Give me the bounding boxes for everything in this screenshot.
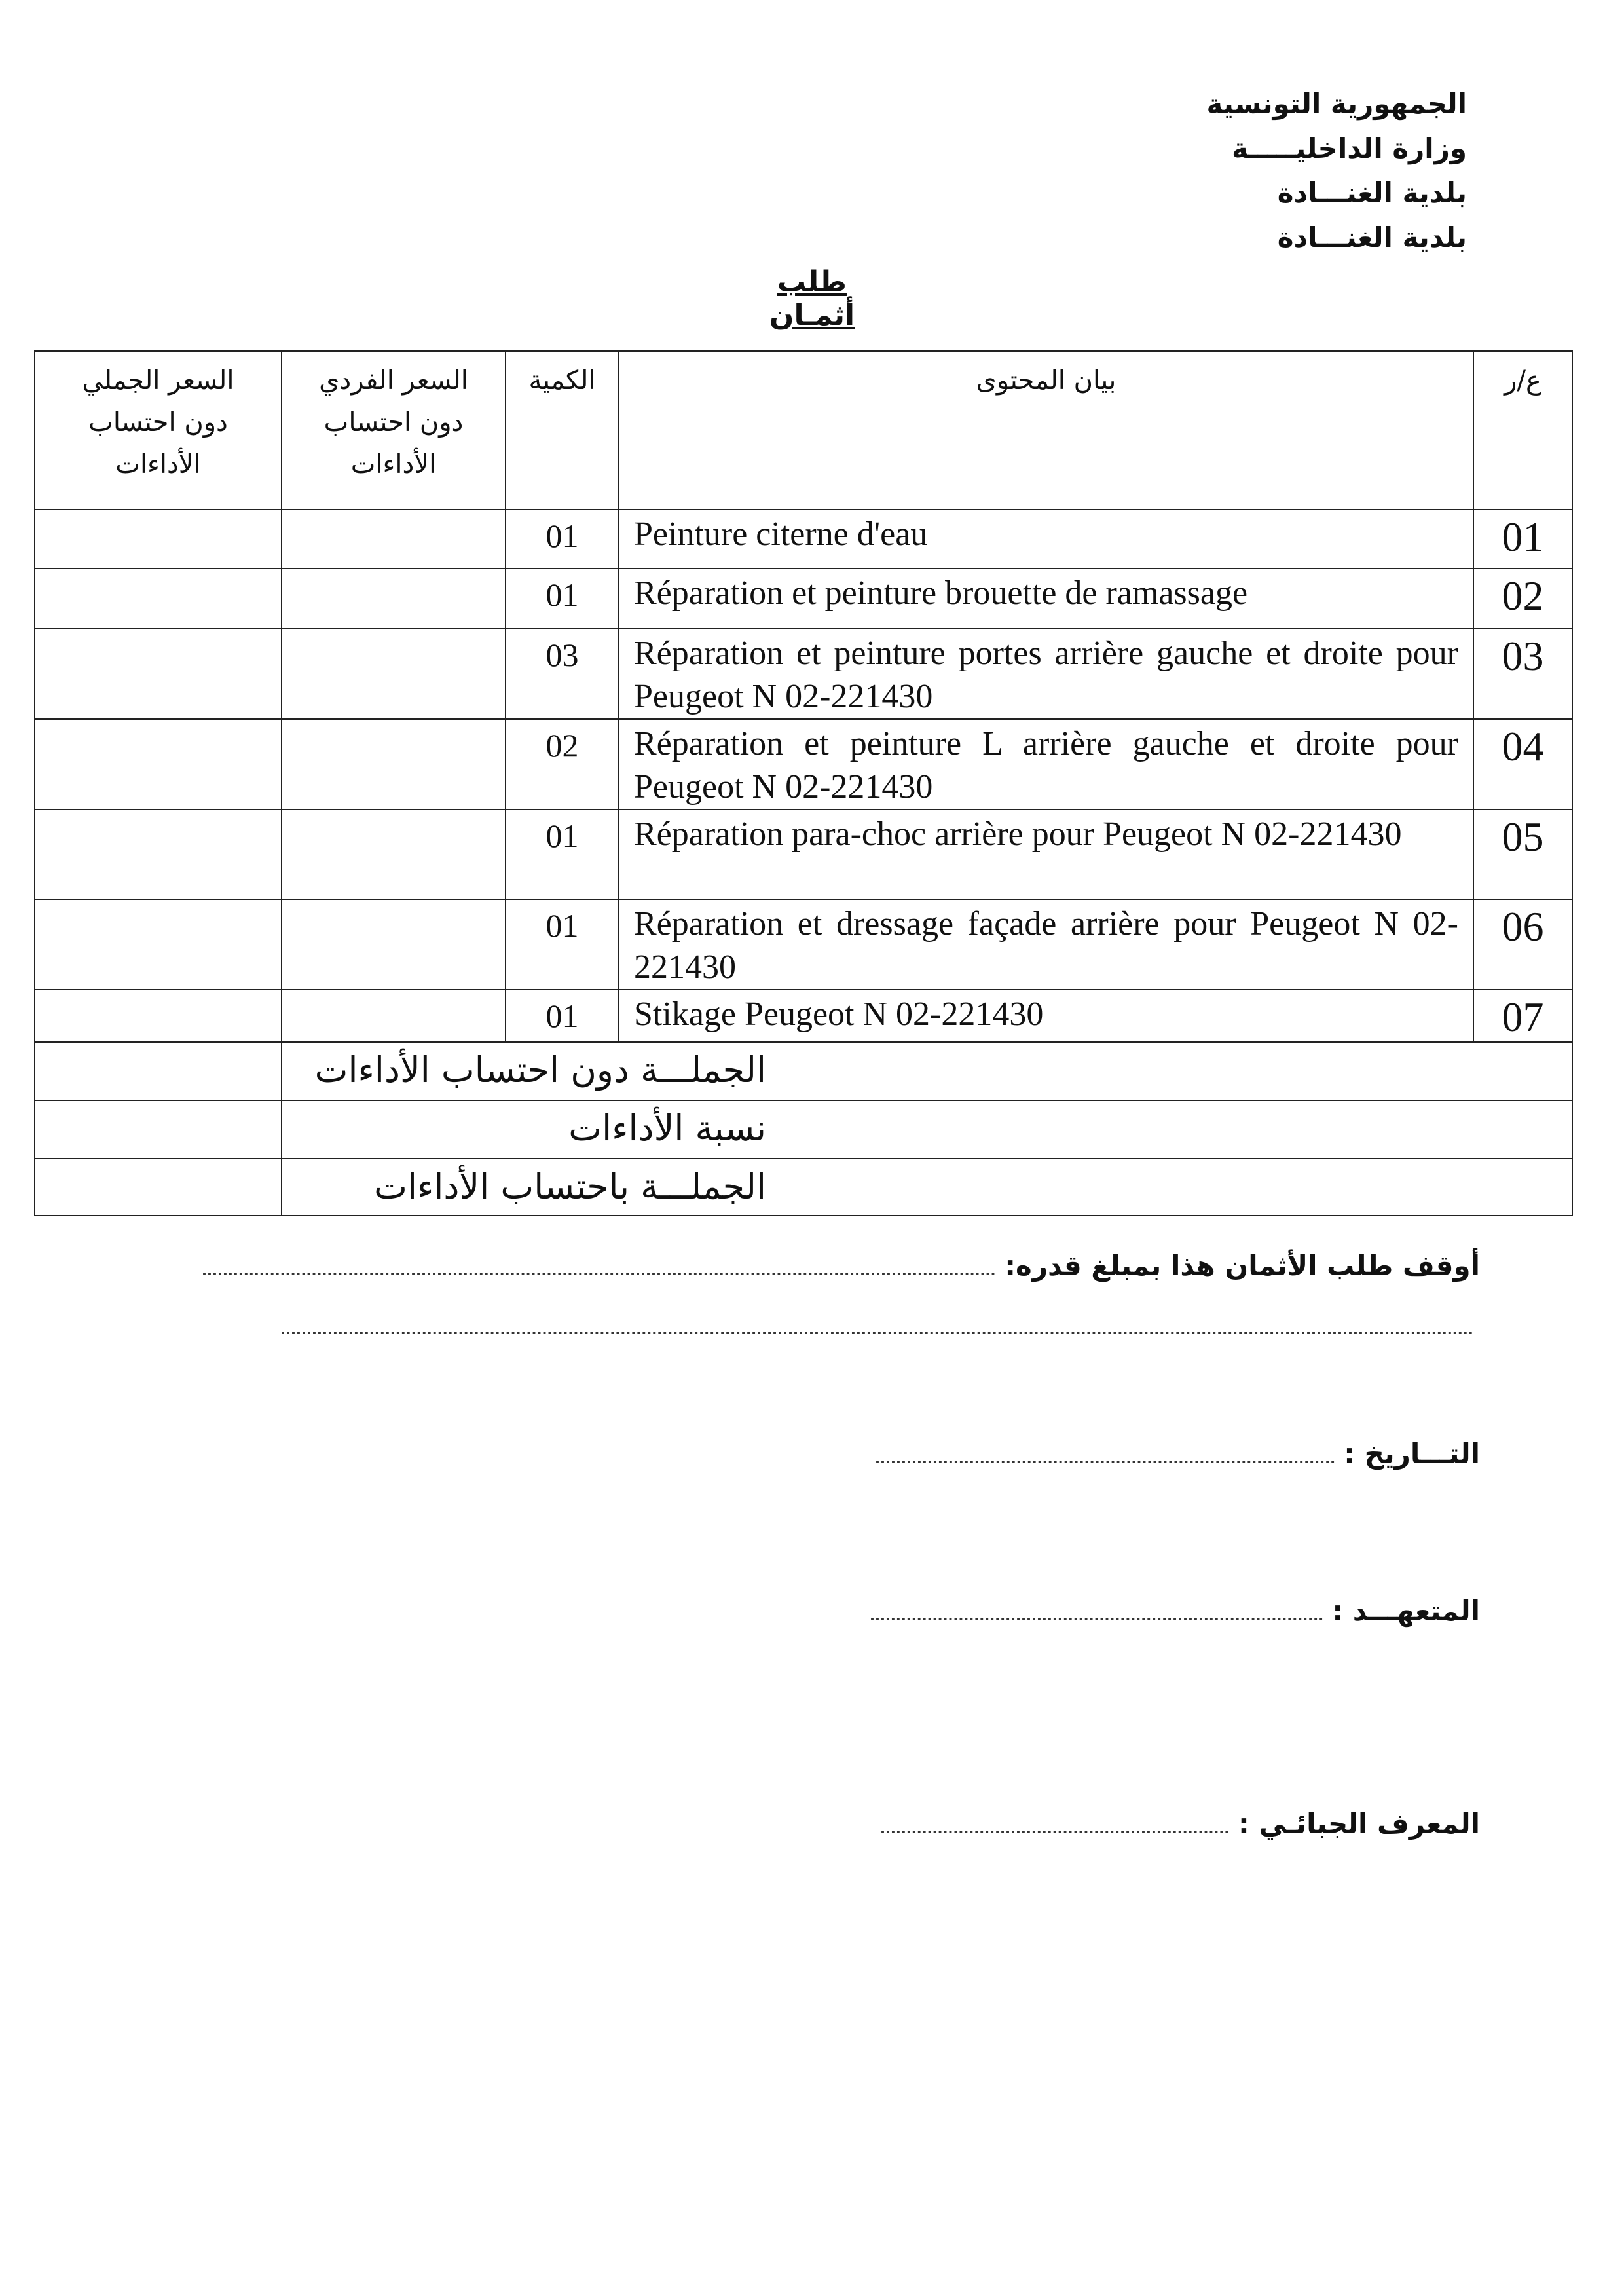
- header-total-price: [35, 351, 282, 510]
- contractor-field[interactable]: [871, 1611, 1323, 1620]
- tax-id-field[interactable]: [881, 1824, 1228, 1833]
- total-with-tax-label: [282, 1159, 1572, 1216]
- unit-price-cell[interactable]: [282, 990, 506, 1042]
- row-number-cell: 07: [1473, 990, 1572, 1042]
- tax-id-line: [881, 1808, 1480, 1840]
- description-cell: Réparation et peinture L arrière gauche et droite pour Peugeot N 02-221430: [619, 719, 1473, 810]
- total-with-tax-row: [35, 1159, 1572, 1216]
- amount-label: أوقف طلب الأثمان هذا بمبلغ قدره:: [1005, 1250, 1480, 1282]
- total-without-tax-label: [282, 1042, 1572, 1100]
- letterhead-municipality-repeat: بلدية الغنـــادة: [1277, 221, 1467, 253]
- header-unit-price-line3: الأداءات: [350, 449, 437, 479]
- table-row: [35, 899, 1572, 990]
- total-price-cell[interactable]: [35, 810, 282, 899]
- row-number-cell: 06: [1473, 899, 1572, 990]
- total-with-tax-text: الجملـــة باحتساب الأداءات: [374, 1166, 766, 1207]
- table-row: [35, 629, 1572, 719]
- table-row: [35, 990, 1572, 1042]
- contractor-line: [871, 1595, 1480, 1627]
- row-number-cell: 04: [1473, 719, 1572, 810]
- row-number-cell: 03: [1473, 629, 1572, 719]
- contractor-label: المتعهـــد :: [1332, 1595, 1480, 1627]
- total-price-cell[interactable]: [35, 569, 282, 629]
- header-unit-price: [282, 351, 506, 510]
- description-cell: Stikage Peugeot N 02-221430: [619, 990, 1473, 1042]
- table-row: [35, 719, 1572, 810]
- total-price-cell[interactable]: [35, 899, 282, 990]
- price-request-table: [34, 350, 1573, 1216]
- unit-price-cell[interactable]: [282, 629, 506, 719]
- tax-rate-label: [282, 1100, 1572, 1159]
- total-price-cell[interactable]: [35, 990, 282, 1042]
- header-description: بيان المحتوى: [619, 351, 1473, 510]
- row-number-cell: 01: [1473, 510, 1572, 569]
- table-row: [35, 810, 1572, 899]
- amount-field[interactable]: [203, 1266, 995, 1275]
- quantity-cell: 02: [506, 719, 619, 810]
- unit-price-cell[interactable]: [282, 569, 506, 629]
- total-without-tax-text: الجملـــة دون احتساب الأداءات: [314, 1049, 766, 1091]
- total-without-tax-row: [35, 1042, 1572, 1100]
- date-label: التـــاريخ :: [1344, 1438, 1480, 1470]
- date-line: [876, 1438, 1480, 1470]
- row-number-cell: 05: [1473, 810, 1572, 899]
- header-total-price-line2: دون احتساب: [88, 407, 228, 438]
- table-row: [35, 510, 1572, 569]
- quantity-cell: 01: [506, 510, 619, 569]
- header-total-price-line1: السعر الجملي: [82, 365, 234, 396]
- quantity-cell: 01: [506, 899, 619, 990]
- total-price-cell[interactable]: [35, 719, 282, 810]
- header-number: ع/ر: [1473, 351, 1572, 510]
- description-cell: Réparation para-choc arrière pour Peugeot N 02-221430: [619, 810, 1473, 899]
- quantity-cell: 01: [506, 569, 619, 629]
- description-cell: Réparation et dressage façade arrière pour Peugeot N 02-221430: [619, 899, 1473, 990]
- letterhead-ministry: وزارة الداخليـــــة: [1232, 132, 1467, 164]
- total-without-tax-value[interactable]: [35, 1042, 282, 1100]
- tax-id-label: المعرف الجبائـي :: [1238, 1808, 1480, 1840]
- unit-price-cell[interactable]: [282, 719, 506, 810]
- quantity-cell: 01: [506, 990, 619, 1042]
- unit-price-cell[interactable]: [282, 510, 506, 569]
- tax-rate-text: نسبة الأداءات: [568, 1108, 766, 1149]
- header-unit-price-line2: دون احتساب: [323, 407, 464, 438]
- quantity-cell: 03: [506, 629, 619, 719]
- description-cell: Peinture citerne d'eau: [619, 510, 1473, 569]
- description-cell: Réparation et peinture portes arrière gauche et droite pour Peugeot N 02-221430: [619, 629, 1473, 719]
- header-quantity: الكمية: [506, 351, 619, 510]
- letterhead-municipality: بلدية الغنـــادة: [1277, 177, 1467, 209]
- header-unit-price-line1: السعر الفردي: [319, 365, 468, 396]
- quantity-cell: 01: [506, 810, 619, 899]
- unit-price-cell[interactable]: [282, 810, 506, 899]
- description-cell: Réparation et peinture brouette de ramassage: [619, 569, 1473, 629]
- total-price-cell[interactable]: [35, 629, 282, 719]
- page-title: طلب أثمـان: [769, 265, 855, 332]
- date-field[interactable]: [876, 1454, 1335, 1463]
- header-total-price-line3: الأداءات: [115, 449, 201, 479]
- total-price-cell[interactable]: [35, 510, 282, 569]
- tax-rate-value[interactable]: [35, 1100, 282, 1159]
- table-row: [35, 569, 1572, 629]
- letterhead-republic: الجمهورية التونسية: [1206, 88, 1467, 120]
- total-with-tax-value[interactable]: [35, 1159, 282, 1216]
- letterhead: [1207, 82, 1467, 260]
- amount-field-continued[interactable]: [282, 1332, 1473, 1334]
- amount-line: [203, 1250, 1480, 1282]
- table-header-row: [35, 351, 1572, 510]
- row-number-cell: 02: [1473, 569, 1572, 629]
- unit-price-cell[interactable]: [282, 899, 506, 990]
- tax-rate-row: [35, 1100, 1572, 1159]
